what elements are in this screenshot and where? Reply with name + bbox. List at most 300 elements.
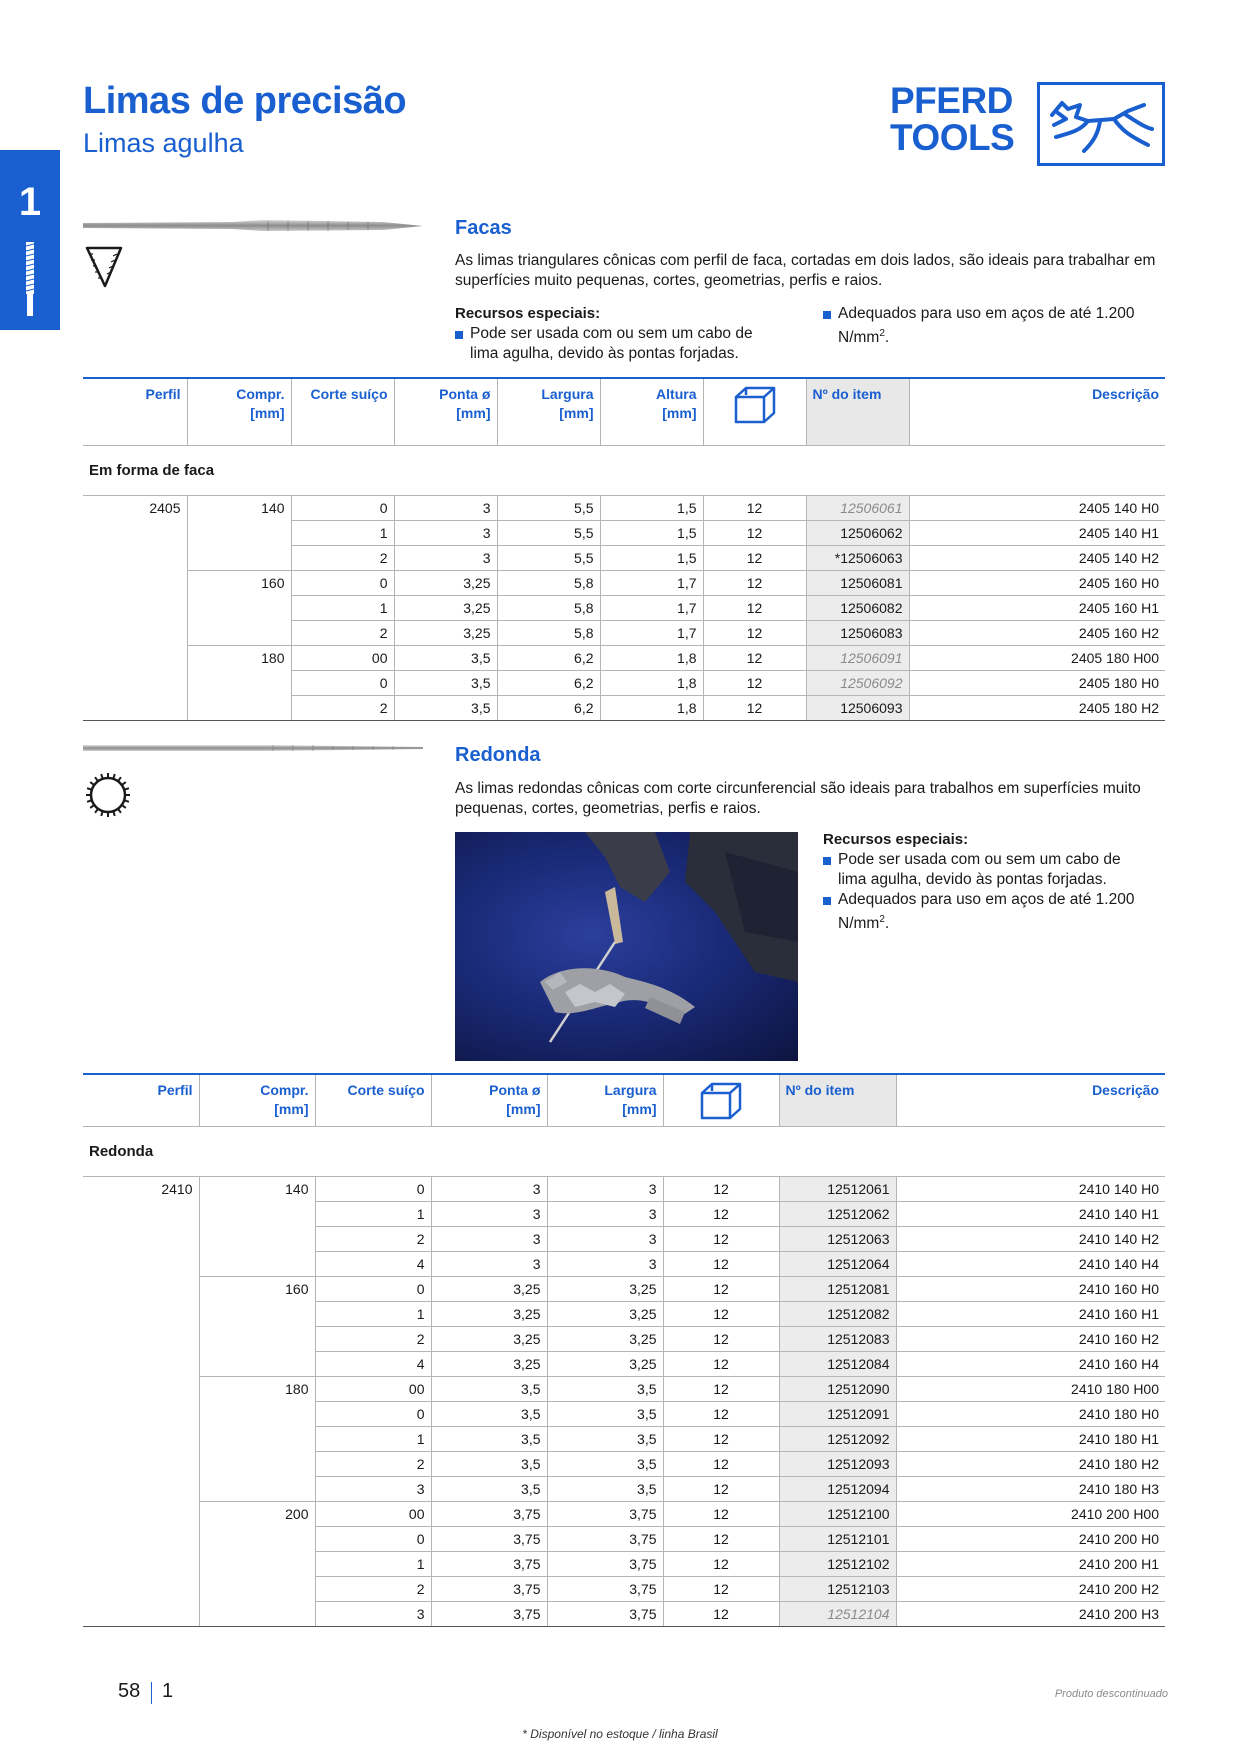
- cell-largura: 3: [547, 1177, 663, 1202]
- cell-item: 12512103: [779, 1577, 896, 1602]
- cell-perfil: [83, 1327, 199, 1352]
- cell-perfil: [83, 520, 187, 545]
- cell-largura: 3: [547, 1202, 663, 1227]
- cell-compr: [199, 1527, 315, 1552]
- cell-desc: 2410 200 H2: [896, 1577, 1165, 1602]
- cell-pack: 12: [663, 1252, 779, 1277]
- cell-largura: 5,8: [497, 620, 600, 645]
- cell-largura: 3,75: [547, 1527, 663, 1552]
- cell-ponta: 3: [431, 1252, 547, 1277]
- cell-altura: 1,7: [600, 595, 703, 620]
- cell-compr: [199, 1452, 315, 1477]
- cell-largura: 3,5: [547, 1427, 663, 1452]
- section-description-redonda: As limas redondas cônicas com corte circunferencial são ideais para trabalhos em superfícies muito pequenas, cortes, geometrias, perfis e raios.: [455, 780, 1141, 817]
- cell-compr: 140: [199, 1177, 315, 1202]
- table-row: [83, 645, 1165, 670]
- cell-desc: 2405 140 H2: [909, 545, 1165, 570]
- cell-compr: [187, 520, 291, 545]
- page-separator: [151, 1682, 152, 1704]
- cell-pack: 12: [663, 1527, 779, 1552]
- table-row: [83, 1552, 1165, 1577]
- table-row: [83, 1327, 1165, 1352]
- cell-ponta: 3,75: [431, 1502, 547, 1527]
- cell-corte: 1: [291, 520, 394, 545]
- cell-item: 12506062: [806, 520, 909, 545]
- cell-largura: 3,5: [547, 1402, 663, 1427]
- cell-perfil: [83, 1427, 199, 1452]
- cell-desc: 2410 200 H3: [896, 1602, 1165, 1627]
- cell-desc: 2410 180 H00: [896, 1377, 1165, 1402]
- cell-corte: 00: [315, 1377, 431, 1402]
- cell-corte: 2: [291, 695, 394, 720]
- cell-perfil: [83, 1527, 199, 1552]
- cell-pack: 12: [663, 1352, 779, 1377]
- pferd-logo: [890, 82, 1165, 166]
- cell-desc: 2410 140 H0: [896, 1177, 1165, 1202]
- cell-largura: 3,75: [547, 1577, 663, 1602]
- cell-pack: 12: [663, 1327, 779, 1352]
- table-row: [83, 495, 1165, 520]
- cell-altura: 1,8: [600, 645, 703, 670]
- cell-ponta: 3: [394, 545, 497, 570]
- cell-desc: 2410 160 H0: [896, 1277, 1165, 1302]
- cell-pack: 12: [663, 1552, 779, 1577]
- cell-pack: 12: [663, 1277, 779, 1302]
- cell-ponta: 3,5: [394, 645, 497, 670]
- cell-largura: 3,25: [547, 1327, 663, 1352]
- cell-pack: 12: [663, 1502, 779, 1527]
- cell-perfil: [83, 1502, 199, 1527]
- cell-desc: 2405 140 H0: [909, 495, 1165, 520]
- cell-pack: 12: [663, 1227, 779, 1252]
- section-title-redonda: Redonda: [455, 744, 541, 766]
- cell-item: 12512061: [779, 1177, 896, 1202]
- cell-desc: 2410 160 H4: [896, 1352, 1165, 1377]
- cell-altura: 1,5: [600, 495, 703, 520]
- table-row: [83, 1402, 1165, 1427]
- feature-handle-redonda: Pode ser usada com ou sem um cabo de lima agulha, devido às pontas forjadas.: [823, 850, 1153, 890]
- cell-ponta: 3,5: [431, 1477, 547, 1502]
- page-title: Limas de precisão: [83, 80, 407, 122]
- cell-ponta: 3: [431, 1177, 547, 1202]
- cell-perfil: [83, 595, 187, 620]
- col-header-corte: Corte suíço: [315, 1074, 431, 1127]
- cell-desc: 2410 140 H1: [896, 1202, 1165, 1227]
- cell-ponta: 3,75: [431, 1577, 547, 1602]
- table-row: [83, 695, 1165, 720]
- cell-desc: 2410 160 H2: [896, 1327, 1165, 1352]
- cell-pack: 12: [703, 645, 806, 670]
- cell-corte: 1: [315, 1302, 431, 1327]
- page-chapter: 1: [162, 1680, 174, 1702]
- group-label: Em forma de faca: [83, 445, 1165, 495]
- table-row: [83, 570, 1165, 595]
- cell-largura: 3,5: [547, 1452, 663, 1477]
- table-row: [83, 670, 1165, 695]
- chapter-number: 1: [18, 180, 42, 224]
- col-header-item: Nº do item: [779, 1074, 896, 1127]
- cell-corte: 1: [291, 595, 394, 620]
- cell-desc: 2410 180 H3: [896, 1477, 1165, 1502]
- cell-compr: 180: [199, 1377, 315, 1402]
- cell-corte: 00: [291, 645, 394, 670]
- col-header-descricao: Descrição: [1092, 386, 1159, 402]
- cell-corte: 3: [315, 1477, 431, 1502]
- cell-corte: 0: [291, 495, 394, 520]
- cell-compr: [199, 1352, 315, 1377]
- section-description-facas: As limas triangulares cônicas com perfil de faca, cortadas em dois lados, são ideais para trabalhar em superfícies muito pequenas, cortes, geometrias, perfis e raios.: [455, 252, 1156, 289]
- cell-ponta: 3,75: [431, 1602, 547, 1627]
- cell-corte: 2: [291, 545, 394, 570]
- col-header-package: [703, 378, 806, 445]
- table-row: [83, 1277, 1165, 1302]
- table-row: [83, 1427, 1165, 1452]
- cell-item: 12506093: [806, 695, 909, 720]
- cell-altura: 1,5: [600, 520, 703, 545]
- col-header-largura: Largura [mm]: [547, 1074, 663, 1127]
- round-file-image: [83, 743, 423, 753]
- cell-largura: 5,8: [497, 570, 600, 595]
- cell-pack: 12: [703, 670, 806, 695]
- cell-largura: 3,75: [547, 1502, 663, 1527]
- cell-item: 12512062: [779, 1202, 896, 1227]
- discontinued-legend: Produto descontinuado: [1054, 1688, 1168, 1700]
- cell-item: 12512102: [779, 1552, 896, 1577]
- stock-footnote: * Disponível no estoque / linha Brasil: [522, 1727, 718, 1741]
- cell-compr: [199, 1477, 315, 1502]
- cell-perfil: [83, 1202, 199, 1227]
- table-row: [83, 545, 1165, 570]
- col-header-ponta: Ponta ø [mm]: [394, 378, 497, 445]
- cell-compr: [199, 1602, 315, 1627]
- cell-compr: [187, 670, 291, 695]
- cell-largura: 3,25: [547, 1352, 663, 1377]
- table-row: [83, 1352, 1165, 1377]
- cell-desc: 2410 200 H0: [896, 1527, 1165, 1552]
- page-number: 58: [118, 1680, 141, 1702]
- file-icon: [26, 242, 34, 316]
- cell-compr: [199, 1577, 315, 1602]
- cell-compr: 140: [187, 495, 291, 520]
- section-title-facas: Facas: [455, 217, 512, 239]
- cell-item: 12506092: [806, 670, 909, 695]
- cell-perfil: [83, 1277, 199, 1302]
- cell-perfil: [83, 1602, 199, 1627]
- cell-compr: 160: [199, 1277, 315, 1302]
- table-row: [83, 1302, 1165, 1327]
- cell-ponta: 3: [431, 1202, 547, 1227]
- table-row: [83, 1452, 1165, 1477]
- table-row: [83, 1202, 1165, 1227]
- cell-desc: 2405 160 H1: [909, 595, 1165, 620]
- cell-perfil: [83, 1302, 199, 1327]
- features-title-facas: Recursos especiais:: [455, 305, 601, 322]
- cell-desc: 2410 180 H1: [896, 1427, 1165, 1452]
- product-table-facas: [83, 377, 1165, 721]
- col-header-largura: Largura [mm]: [497, 378, 600, 445]
- cell-item: 12512063: [779, 1227, 896, 1252]
- cell-desc: 2410 200 H1: [896, 1552, 1165, 1577]
- cell-perfil: [83, 695, 187, 720]
- cell-pack: 12: [663, 1577, 779, 1602]
- table-row: [83, 1377, 1165, 1402]
- cell-perfil: [83, 545, 187, 570]
- cell-pack: 12: [663, 1452, 779, 1477]
- cell-largura: 5,5: [497, 545, 600, 570]
- cell-largura: 3: [547, 1227, 663, 1252]
- cell-desc: 2410 140 H4: [896, 1252, 1165, 1277]
- cell-corte: 2: [315, 1452, 431, 1477]
- cell-altura: 1,8: [600, 695, 703, 720]
- feature-steel-facas: Adequados para uso em aços de até 1.200 $N/mm^2$.: [823, 304, 1153, 348]
- col-header-altura: Altura [mm]: [600, 378, 703, 445]
- cell-desc: 2410 160 H1: [896, 1302, 1165, 1327]
- cell-altura: 1,7: [600, 620, 703, 645]
- cell-item: 12512104: [779, 1602, 896, 1627]
- cell-compr: [199, 1327, 315, 1352]
- cell-compr: [199, 1552, 315, 1577]
- cell-largura: 5,5: [497, 495, 600, 520]
- table-row: [83, 1177, 1165, 1202]
- cell-compr: [199, 1252, 315, 1277]
- cell-largura: 3,5: [547, 1377, 663, 1402]
- cell-corte: 0: [315, 1177, 431, 1202]
- cell-ponta: 3: [431, 1227, 547, 1252]
- group-label: Redonda: [83, 1127, 1165, 1177]
- cell-desc: 2410 180 H2: [896, 1452, 1165, 1477]
- table-row: [83, 1602, 1165, 1627]
- cell-item: 12512082: [779, 1302, 896, 1327]
- cell-item: 12506061: [806, 495, 909, 520]
- cell-perfil: 2405: [83, 495, 187, 520]
- cell-corte: 0: [315, 1277, 431, 1302]
- cell-corte: 0: [291, 570, 394, 595]
- cell-desc: 2405 180 H00: [909, 645, 1165, 670]
- cell-item: 12512084: [779, 1352, 896, 1377]
- cell-compr: [187, 595, 291, 620]
- product-table-redonda: [83, 1073, 1165, 1627]
- cell-item: 12512083: [779, 1327, 896, 1352]
- cell-perfil: [83, 1352, 199, 1377]
- cell-pack: 12: [663, 1427, 779, 1452]
- cell-perfil: [83, 1477, 199, 1502]
- table-row: [83, 620, 1165, 645]
- cell-ponta: 3,25: [394, 595, 497, 620]
- cell-item: *12506063: [806, 545, 909, 570]
- cell-desc: 2405 160 H2: [909, 620, 1165, 645]
- cell-ponta: 3,75: [431, 1527, 547, 1552]
- cell-ponta: 3,75: [431, 1552, 547, 1577]
- cell-ponta: 3: [394, 495, 497, 520]
- cell-item: 12512093: [779, 1452, 896, 1477]
- cell-perfil: [83, 1552, 199, 1577]
- cell-pack: 12: [703, 520, 806, 545]
- cell-corte: 4: [315, 1352, 431, 1377]
- cell-ponta: 3,5: [394, 670, 497, 695]
- horse-logo-icon: [1037, 82, 1165, 166]
- cell-desc: 2405 180 H0: [909, 670, 1165, 695]
- cell-largura: 3,25: [547, 1302, 663, 1327]
- cell-item: 12512092: [779, 1427, 896, 1452]
- col-header-compr: Compr. [mm]: [199, 1074, 315, 1127]
- cell-largura: 5,8: [497, 595, 600, 620]
- logo-text: PFERD TOOLS: [890, 80, 1015, 158]
- cell-perfil: [83, 645, 187, 670]
- cell-ponta: 3: [394, 520, 497, 545]
- cell-corte: 2: [291, 620, 394, 645]
- cell-corte: 0: [291, 670, 394, 695]
- cell-pack: 12: [663, 1177, 779, 1202]
- cell-ponta: 3,5: [431, 1427, 547, 1452]
- cell-pack: 12: [663, 1602, 779, 1627]
- cell-largura: 5,5: [497, 520, 600, 545]
- cell-pack: 12: [663, 1202, 779, 1227]
- cell-corte: 2: [315, 1327, 431, 1352]
- cell-item: 12506091: [806, 645, 909, 670]
- cell-pack: 12: [703, 695, 806, 720]
- cell-corte: 4: [315, 1252, 431, 1277]
- cell-perfil: [83, 670, 187, 695]
- cell-item: 12512081: [779, 1277, 896, 1302]
- cell-item: 12506082: [806, 595, 909, 620]
- cell-ponta: 3,25: [431, 1352, 547, 1377]
- cell-pack: 12: [663, 1377, 779, 1402]
- col-header-ponta: Ponta ø [mm]: [431, 1074, 547, 1127]
- cell-compr: [199, 1202, 315, 1227]
- cell-compr: [199, 1402, 315, 1427]
- cell-largura: 6,2: [497, 645, 600, 670]
- cell-compr: [187, 695, 291, 720]
- cell-corte: 2: [315, 1227, 431, 1252]
- cell-compr: [187, 545, 291, 570]
- cell-corte: 0: [315, 1527, 431, 1552]
- cell-largura: 6,2: [497, 670, 600, 695]
- col-header-package: [663, 1074, 779, 1127]
- cell-ponta: 3,5: [431, 1402, 547, 1427]
- cell-desc: 2410 180 H0: [896, 1402, 1165, 1427]
- cell-desc: 2405 180 H2: [909, 695, 1165, 720]
- cell-largura: 3,75: [547, 1552, 663, 1577]
- cell-compr: [199, 1427, 315, 1452]
- table-row: [83, 1227, 1165, 1252]
- col-header-descricao: Descrição: [1092, 1082, 1159, 1098]
- cell-desc: 2405 140 H1: [909, 520, 1165, 545]
- cell-perfil: [83, 1227, 199, 1252]
- cell-perfil: [83, 570, 187, 595]
- cell-corte: 1: [315, 1202, 431, 1227]
- cell-corte: 1: [315, 1427, 431, 1452]
- cell-corte: 0: [315, 1402, 431, 1427]
- package-box-icon: [733, 385, 777, 425]
- cell-perfil: [83, 1252, 199, 1277]
- cell-compr: [187, 620, 291, 645]
- col-header-item: Nº do item: [806, 378, 909, 445]
- cell-perfil: [83, 620, 187, 645]
- cell-item: 12506083: [806, 620, 909, 645]
- cell-pack: 12: [663, 1402, 779, 1427]
- feature-steel-redonda: Adequados para uso em aços de até 1.200 $N/mm^2$.: [823, 890, 1153, 934]
- cell-pack: 12: [703, 620, 806, 645]
- cell-ponta: 3,5: [394, 695, 497, 720]
- cell-ponta: 3,25: [431, 1277, 547, 1302]
- cell-ponta: 3,5: [431, 1452, 547, 1477]
- table-row: [83, 1477, 1165, 1502]
- cell-perfil: 2410: [83, 1177, 199, 1202]
- page-subtitle: Limas agulha: [83, 128, 244, 158]
- cell-item: 12512101: [779, 1527, 896, 1552]
- cell-pack: 12: [703, 595, 806, 620]
- cell-ponta: 3,25: [394, 620, 497, 645]
- cell-desc: 2410 200 H00: [896, 1502, 1165, 1527]
- cell-corte: 1: [315, 1552, 431, 1577]
- cell-item: 12506081: [806, 570, 909, 595]
- table-row: [83, 1577, 1165, 1602]
- cell-largura: 6,2: [497, 695, 600, 720]
- chapter-tab[interactable]: [0, 150, 60, 330]
- table-row: [83, 1502, 1165, 1527]
- cell-compr: 180: [187, 645, 291, 670]
- product-photo: [455, 832, 798, 1061]
- cell-pack: 12: [703, 570, 806, 595]
- cell-altura: 1,7: [600, 570, 703, 595]
- cell-desc: 2405 160 H0: [909, 570, 1165, 595]
- cell-pack: 12: [663, 1302, 779, 1327]
- cell-pack: 12: [663, 1477, 779, 1502]
- table-row: [83, 1527, 1165, 1552]
- cell-altura: 1,5: [600, 545, 703, 570]
- cell-item: 12512094: [779, 1477, 896, 1502]
- col-header-perfil: Perfil: [83, 1074, 199, 1127]
- cell-compr: [199, 1227, 315, 1252]
- package-box-icon: [699, 1081, 743, 1121]
- cell-corte: 2: [315, 1577, 431, 1602]
- cell-perfil: [83, 1402, 199, 1427]
- cell-perfil: [83, 1377, 199, 1402]
- cell-largura: 3,25: [547, 1277, 663, 1302]
- cell-corte: 00: [315, 1502, 431, 1527]
- cell-corte: 3: [315, 1602, 431, 1627]
- cell-item: 12512064: [779, 1252, 896, 1277]
- table-row: [83, 520, 1165, 545]
- cell-largura: 3,5: [547, 1477, 663, 1502]
- cell-pack: 12: [703, 545, 806, 570]
- col-header-corte: Corte suíço: [291, 378, 394, 445]
- cell-pack: 12: [703, 495, 806, 520]
- cell-perfil: [83, 1577, 199, 1602]
- col-header-compr: Compr. [mm]: [187, 378, 291, 445]
- cell-perfil: [83, 1452, 199, 1477]
- cell-item: 12512090: [779, 1377, 896, 1402]
- cell-compr: 160: [187, 570, 291, 595]
- cell-ponta: 3,25: [431, 1302, 547, 1327]
- cell-compr: [199, 1302, 315, 1327]
- cell-altura: 1,8: [600, 670, 703, 695]
- knife-file-image: [83, 218, 423, 234]
- cell-item: 12512091: [779, 1402, 896, 1427]
- table-row: [83, 1252, 1165, 1277]
- feature-handle-facas: Pode ser usada com ou sem um cabo de lima agulha, devido às pontas forjadas.: [455, 324, 785, 364]
- cell-ponta: 3,5: [431, 1377, 547, 1402]
- cell-compr: 200: [199, 1502, 315, 1527]
- cell-item: 12512100: [779, 1502, 896, 1527]
- cell-largura: 3,75: [547, 1602, 663, 1627]
- table-row: [83, 595, 1165, 620]
- cell-ponta: 3,25: [431, 1327, 547, 1352]
- knife-profile-icon: [83, 244, 125, 290]
- features-title-redonda: Recursos especiais:: [823, 831, 969, 848]
- cell-desc: 2410 140 H2: [896, 1227, 1165, 1252]
- cell-ponta: 3,25: [394, 570, 497, 595]
